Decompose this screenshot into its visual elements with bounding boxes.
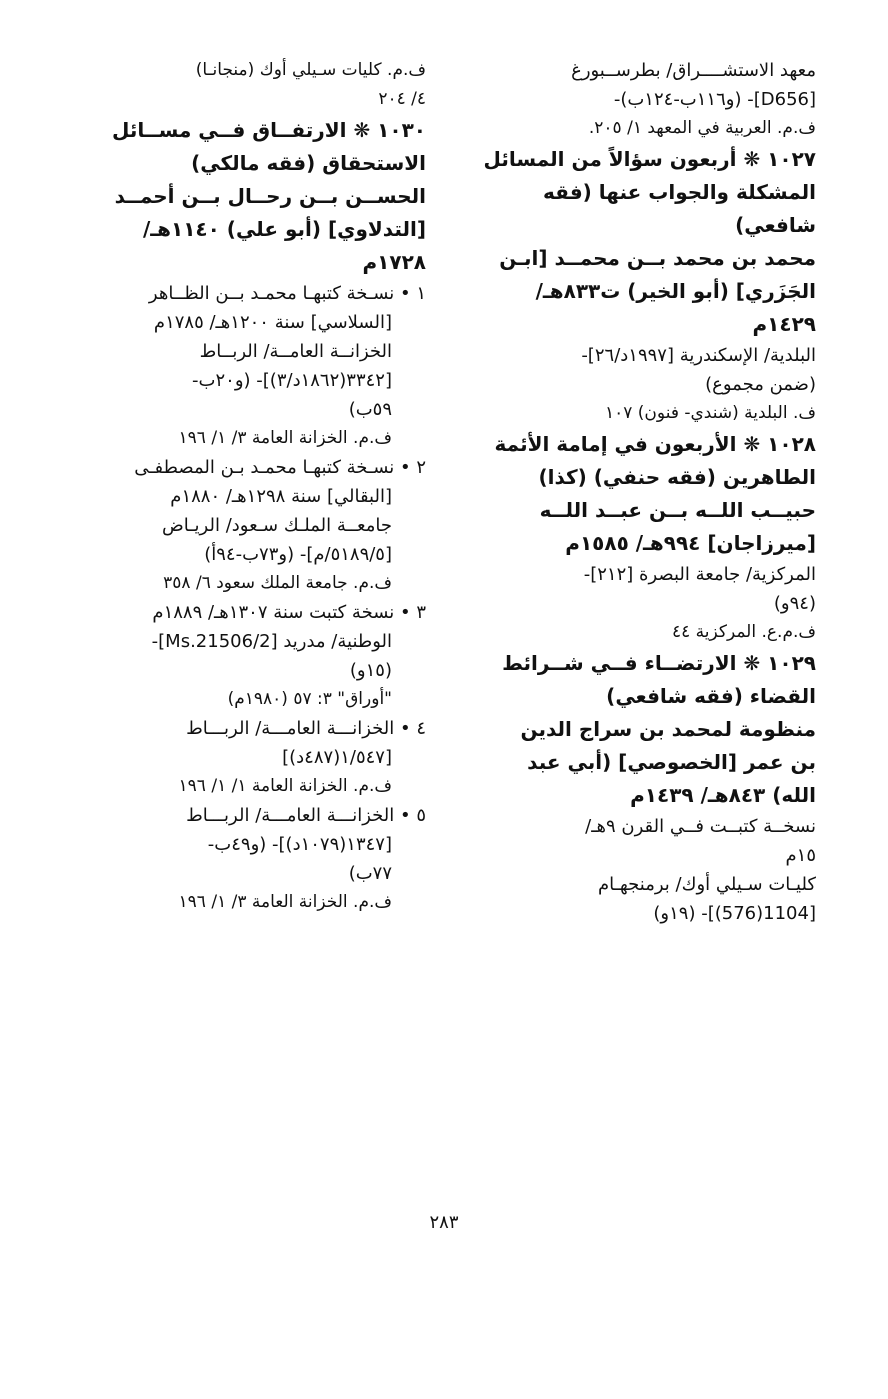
entry-heading-line: المشكلة والجواب عنها (فقه [543, 180, 816, 204]
entry-heading-line: [ميرزاجان] ٩٩٤هـ/ ١٥٨٥م [565, 531, 816, 555]
entry-text-line: (ضمن مجموع) [705, 374, 816, 395]
entry-heading-line: شافعي) [735, 213, 816, 237]
left-column [86, 56, 426, 917]
entry-text-line: ف.م.ع. المركزية ٤٤ [671, 622, 816, 642]
entry-text-line: ٢ • نسـخة كتبهـا محمـد بـن المصطفـى [134, 457, 426, 478]
entry-text-line: [١٣٤٧(١٠٧٩د)]- (و٤٩ب- [207, 834, 392, 855]
entry-heading-line: ١٧٢٨م [362, 250, 426, 274]
entry-heading-line: حبيــب اللــه بــن عبــد اللــه [539, 498, 816, 522]
entry-text-line: ف.م. الخزانة العامة ٣/ ١/ ١٩٦ [178, 428, 392, 448]
entry-text-line: كليـات سـيلي أوك/ برمنجهـام [597, 874, 816, 895]
entry-text-line: [٥١٨٩/٥/م]- (و٧٣ب-٩٤أ) [204, 544, 392, 565]
entry-text-line: "أوراق" ٣: ٥٧ (١٩٨٠م) [227, 689, 392, 709]
entry-text-line: البلدية/ الإسكندرية [١٩٩٧د/٢٦]- [581, 345, 816, 366]
entry-heading-line: الطاهرين (فقه حنفي) (كذا) [538, 465, 816, 489]
entry-text-line: [D656]- (و١١٦ب-١٢٤ب)- [613, 89, 816, 110]
entry-heading-line: بن عمر [الخصوصي] (أبي عبد [527, 750, 816, 774]
entry-heading-line: الله) ٨٤٣هـ/ ١٤٣٩م [630, 783, 816, 807]
entry-text-line: ف.م. العربية في المعهد ١/ ٢٠٥. [588, 118, 816, 138]
entry-text-line: ١ • نسـخة كتبهـا محمـد بــن الظــاهر [148, 283, 426, 304]
entry-text-line: (١٥و) [349, 660, 392, 681]
entry-text-line: ف.م. الخزانة العامة ١/ ١/ ١٩٦ [178, 776, 392, 796]
entry-text-line: ٤ • الخزانـــة العامـــة/ الربـــاط [186, 718, 426, 739]
right-column [483, 56, 816, 928]
entry-text-line: ف.م. جامعة الملك سعود ٦/ ٣٥٨ [163, 573, 392, 593]
entry-heading-line: ١٠٢٩ ❋ الارتضــاء فــي شــرائط [502, 651, 816, 675]
entry-text-line: معهد الاستشــــراق/ بطرســبورغ [571, 60, 816, 81]
entry-text-line: ٥ • الخزانـــة العامـــة/ الربـــاط [186, 805, 426, 826]
entry-heading-line: محمد بن محمد بــن محمــد [ابـن [499, 246, 816, 270]
entry-heading-line: القضاء (فقه شافعي) [606, 684, 816, 708]
entry-text-line: ٣ • نسخة كتبت سنة ١٣٠٧هـ/ ١٨٨٩م [152, 602, 426, 623]
entry-text-line: الخزانــة العامــة/ الربــاط [199, 341, 392, 362]
entry-text-line: [١/٥٤٧(٤٨٧د)] [282, 747, 392, 768]
entry-heading-line: ١٠٢٨ ❋ الأربعون في إمامة الأئمة [494, 432, 816, 456]
entry-text-line: (٩٤و) [773, 593, 816, 614]
entry-text-line: [1104(576)]- (١٩و) [653, 903, 816, 924]
entry-text-line: ٧٧ب) [348, 863, 392, 884]
entry-text-line: ف.م. الخزانة العامة ٣/ ١/ ١٩٦ [178, 892, 392, 912]
entry-heading-line: الاستحقاق (فقه مالكي) [191, 151, 426, 175]
entry-text-line: جامعــة الملـك سـعود/ الريـاض [162, 515, 392, 536]
entry-text-line: ٥٩ب) [348, 399, 392, 420]
entry-text-line: [السلاسي] سنة ١٢٠٠هـ/ ١٧٨٥م [153, 312, 392, 333]
page-number: ٢٨٣ [429, 1212, 459, 1233]
entry-text-line: ف.م. كليات سـيلي أوك (منجانـا) [195, 60, 426, 80]
entry-text-line: [٣٣٤٢(١٨٦٢د/٣)]- (و٢٠ب- [192, 370, 392, 391]
entry-text-line: نسخــة كتبــت فــي القرن ٩هـ/ [585, 816, 816, 837]
entry-text-line: ١٥م [785, 845, 816, 866]
entry-text-line: ف. البلدية (شندي- فنون) ١٠٧ [604, 403, 816, 423]
entry-heading-line: ١٠٣٠ ❋ الارتفــاق فــي مســائل [112, 118, 426, 142]
entry-heading-line: منظومة لمحمد بن سراج الدين [520, 717, 816, 741]
entry-text-line: المركزية/ جامعة البصرة [٢١٢]- [583, 564, 816, 585]
entry-heading-line: الجَزَري] (أبو الخير) ت٨٣٣هـ/ [535, 279, 816, 303]
entry-heading-line: ١٤٢٩م [752, 312, 816, 336]
entry-heading-line: ١٠٢٧ ❋ أربعون سؤالاً من المسائل [483, 147, 816, 171]
entry-heading-line: [التدلاوي] (أبو علي) ١١٤٠هـ/ [143, 217, 426, 241]
entry-text-line: الوطنية/ مدريد [Ms.21506/2]- [151, 631, 392, 652]
entry-text-line: ٤/ ٢٠٤ [378, 89, 426, 109]
entry-text-line: [البقالي] سنة ١٢٩٨هـ/ ١٨٨٠م [170, 486, 392, 507]
entry-heading-line: الحســن بــن رحــال بــن أحمــد [114, 184, 426, 208]
